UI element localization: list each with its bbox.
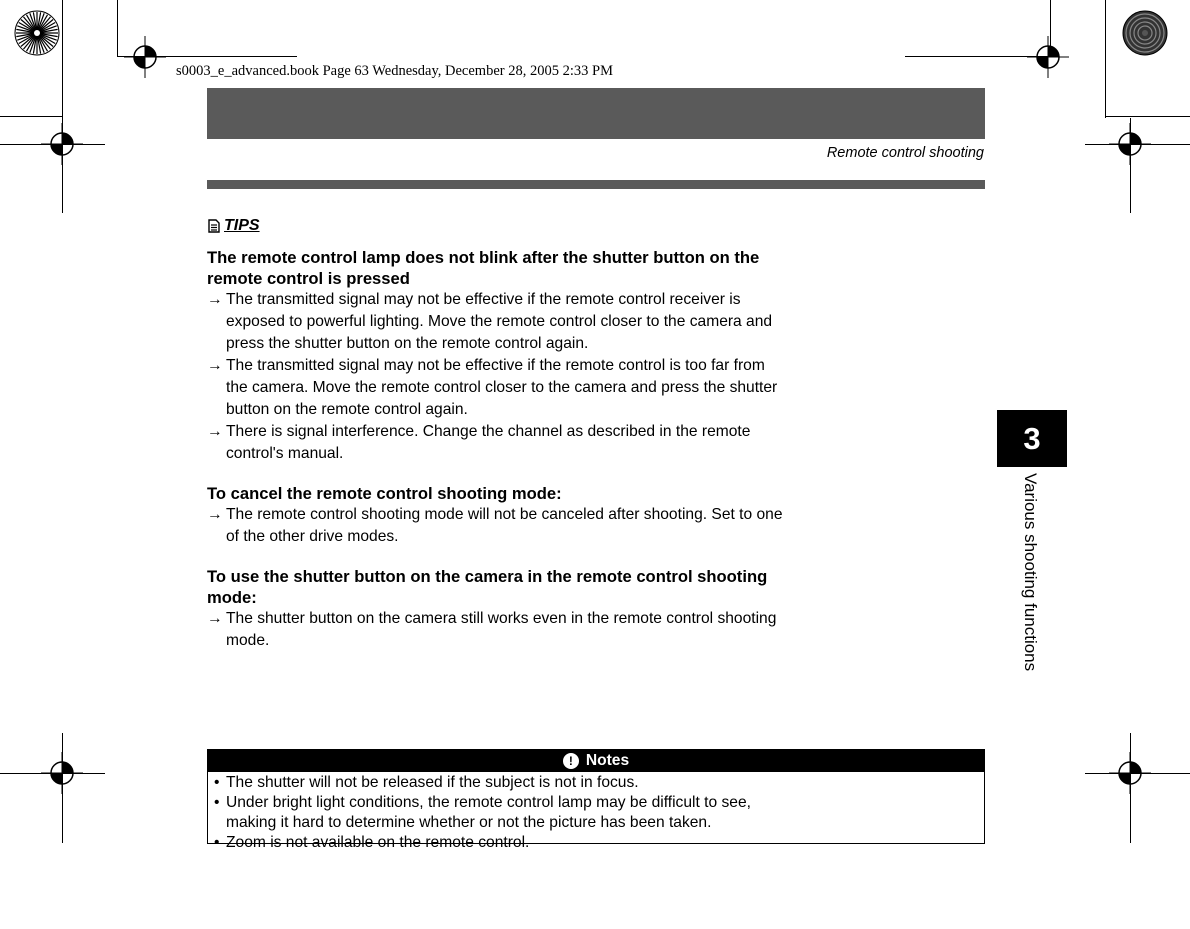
bullet-icon: • [214,774,220,791]
tip-answer-line: The transmitted signal may not be effective if the remote control is too far from [226,357,765,374]
notes-title: Notes [585,752,630,769]
note-line: Under bright light conditions, the remote control lamp may be difficult to see, [226,794,751,811]
starburst-target-icon [14,10,60,56]
crop-mark [1105,0,1106,118]
note-line: Zoom is not available on the remote control. [226,834,530,851]
tip-answer-line: button on the remote control again. [226,401,468,418]
chapter-number-tab: 3 [997,410,1067,467]
memo-icon [207,219,220,233]
header-rule [207,180,985,189]
exclamation-circle-icon: ! [563,753,579,769]
tip-answer [207,289,985,355]
tip-answer [207,608,985,652]
bullet-icon: • [214,834,220,851]
tip-answer-line: the camera. Move the remote control closer to the camera and press the shutter [226,379,778,396]
bullet-icon: • [214,794,220,811]
tip-answer [207,504,985,548]
tip-answer-line: exposed to powerful lighting. Move the remote control closer to the camera and [226,313,773,330]
section-title: Remote control shooting [826,145,984,161]
tip-question-line: remote control is pressed [207,269,410,288]
crop-mark [1105,116,1190,117]
registration-target-icon [41,123,83,165]
note-item [208,773,984,793]
registration-target-icon [41,752,83,794]
tip-block [207,566,985,652]
tip-question-line: The remote control lamp does not blink after the shutter button on the [207,248,760,267]
starburst-target-icon [1122,10,1168,56]
note-item [208,793,984,833]
tip-question [207,247,985,289]
chapter-title-vertical: Various shooting functions [1021,473,1040,672]
notes-header [208,750,984,772]
notes-list [208,772,984,853]
notes-box [207,749,985,851]
tips-heading [207,215,260,237]
tip-question-line: To cancel the remote control shooting mode: [207,484,562,503]
tip-question-line: To use the shutter button on the camera in the remote control shooting [207,567,768,586]
registration-target-icon [1109,752,1151,794]
print-job-header: s0003_e_advanced.book Page 63 Wednesday, December 28, 2005 2:33 PM [176,63,613,79]
tip-answer-line: control's manual. [226,445,344,462]
note-line: The shutter will not be released if the subject is not in focus. [226,774,639,791]
tip-answer-line: There is signal interference. Change the channel as described in the remote [226,423,751,440]
tip-answer-line: of the other drive modes. [226,528,399,545]
tip-answer-line: The shutter button on the camera still works even in the remote control shooting [226,610,777,627]
header-band [207,88,985,139]
tip-question-line: mode: [207,588,257,607]
crop-mark [62,0,63,118]
arrow-icon: → [207,423,223,440]
tip-question [207,566,985,608]
tip-answer-line: mode. [226,632,270,649]
tip-answer-line: The transmitted signal may not be effective if the remote control receiver is [226,291,741,308]
arrow-icon: → [207,357,223,374]
tip-answer [207,421,985,465]
arrow-icon: → [207,506,223,523]
crop-mark [117,0,118,56]
arrow-icon: → [207,610,223,627]
tip-answer [207,355,985,421]
registration-target-icon [124,36,166,78]
tip-block [207,483,985,548]
registration-target-icon [1027,36,1069,78]
note-line: making it hard to determine whether or not the picture has been taken. [226,814,712,831]
tip-block [207,247,985,465]
registration-target-icon [1109,123,1151,165]
tip-answer-line: press the shutter button on the remote control again. [226,335,589,352]
tips-section [207,215,985,666]
tips-heading-label: TIPS [224,217,260,234]
arrow-icon: → [207,291,223,308]
note-item [208,833,984,853]
tip-answer-line: The remote control shooting mode will not be canceled after shooting. Set to one [226,506,783,523]
crop-mark [0,116,62,117]
tip-question [207,483,985,504]
